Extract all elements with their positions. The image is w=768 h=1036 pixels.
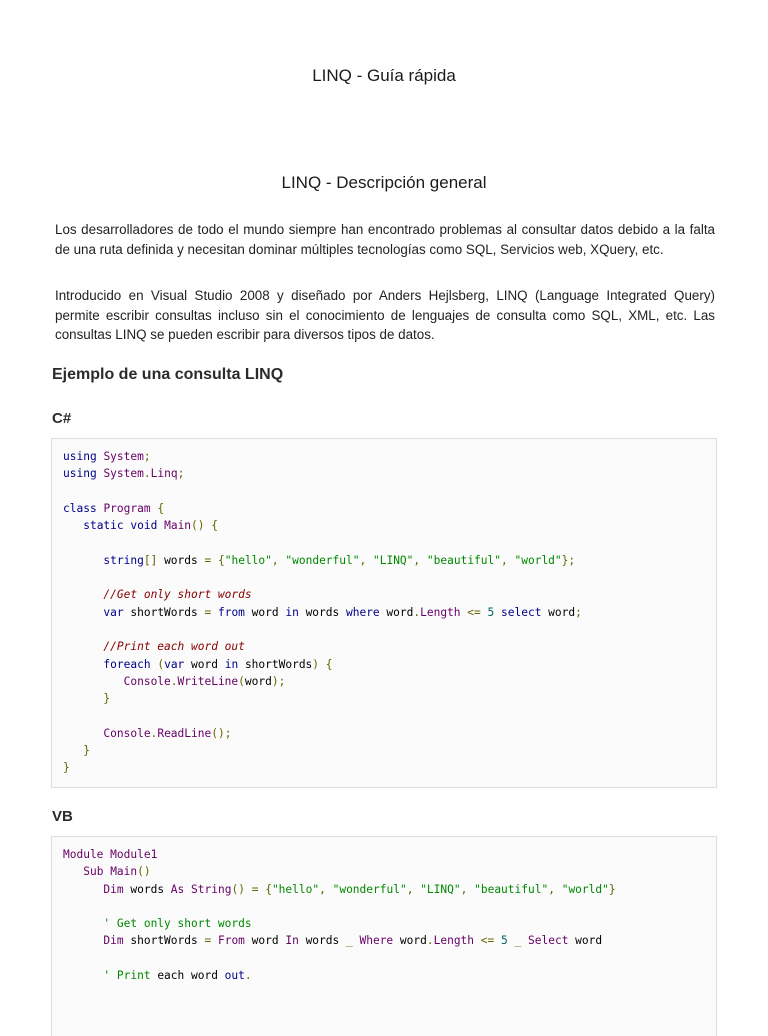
code-token: shortWords [123,934,205,948]
code-token: }; [561,553,576,567]
code-token: words [298,934,346,948]
code-token: . [413,605,421,619]
code-token [63,554,103,567]
code-token: words [157,553,205,567]
code-token: select [501,605,542,619]
code-token: from [217,605,245,619]
code-token: () [137,865,151,879]
code-token: in [224,657,239,671]
code-token: "world" [514,553,562,567]
csharp-code-line [63,656,582,673]
csharp-code-line [63,552,582,569]
csharp-code-line [63,517,582,534]
code-token: ); [271,674,286,688]
csharp-code-line [63,534,582,551]
code-token: , [271,553,279,567]
code-token: Main [110,865,138,879]
code-token: { [265,882,272,896]
code-token: //Get only short words [103,588,252,602]
code-token [474,934,481,947]
code-token: } [83,744,90,758]
code-token: //Print each word out [103,640,245,654]
code-token: } [103,692,111,706]
code-token [63,588,103,601]
csharp-code-block [51,438,717,788]
code-token: Select [528,934,569,948]
csharp-code-line [63,742,582,759]
code-token: ' Get only short words [103,917,252,931]
code-token: word [244,605,286,619]
csharp-code-line [63,707,582,724]
code-token: () [231,882,245,896]
code-token [521,934,528,947]
csharp-code [63,448,582,777]
csharp-code-line [63,673,582,690]
code-token: System [103,467,144,481]
code-token [63,640,103,653]
csharp-code-line [63,621,582,638]
code-token: word [568,934,603,948]
code-token [494,934,501,947]
code-token [63,934,103,947]
code-token [366,554,373,567]
code-token: From [217,934,245,948]
code-token: in [285,605,299,619]
csharp-code-line [63,725,582,742]
code-token: , [460,882,468,896]
code-token [211,554,218,567]
code-token: word [393,934,427,948]
code-token: Sub [83,865,104,879]
code-token: Console [103,726,151,740]
code-token [63,606,103,619]
code-token: . [244,969,252,983]
csharp-code-line [63,638,582,655]
code-token [63,865,83,878]
code-token: shortWords [238,657,313,671]
vb-code [63,846,616,984]
code-token: (); [211,726,232,740]
code-token [481,606,488,619]
code-token: "wonderful" [285,553,360,567]
code-token: "LINQ" [372,553,414,567]
code-token: word [541,605,576,619]
document-title: LINQ - Guía rápida [312,66,456,85]
code-token: [] [143,553,158,567]
code-token: class [63,501,97,515]
code-token: Console [123,674,171,688]
csharp-code-line [63,690,582,707]
code-token: words [123,882,171,896]
code-token: , [501,553,508,567]
csharp-code-line [63,465,582,482]
code-token: "world" [561,882,609,896]
vb-code-line [63,950,616,967]
code-token: Main [164,519,192,533]
code-token: word [379,605,414,619]
code-token [211,934,218,947]
code-token [245,883,252,896]
code-token: , [359,553,367,567]
code-token: var [164,657,185,671]
code-token [63,917,103,930]
code-token: word [244,674,272,688]
code-token: Module [63,848,104,861]
code-token [63,883,103,896]
code-token: _ [514,934,522,948]
code-token: "LINQ" [420,882,461,896]
vb-code-line [63,932,616,949]
csharp-code-line [63,569,582,586]
code-token: ReadLine [157,726,212,740]
code-token: } [608,882,616,896]
code-token: "hello" [224,553,272,567]
code-token: word [244,934,286,948]
code-token: <= [467,605,481,619]
code-token [494,606,501,619]
code-token: ( [157,657,165,671]
code-token: shortWords [123,605,205,619]
code-token: Where [359,934,394,948]
code-token: System [103,450,144,463]
csharp-code-line [63,448,582,465]
code-token [63,969,103,982]
code-token [63,519,83,532]
csharp-code-line [63,759,582,776]
code-token: Length [420,605,461,619]
code-token [555,883,562,896]
code-token: out [224,969,245,983]
code-token [508,934,515,947]
code-token: Linq [150,467,178,481]
code-token: "beautiful" [426,553,501,567]
code-token: ) [312,657,320,671]
code-token: { [211,519,219,533]
code-token [63,658,103,671]
csharp-code-line [63,586,582,603]
code-token: () [191,519,205,533]
code-token: WriteLine [177,674,239,688]
code-token: . [143,467,151,481]
vb-code-line [63,846,616,863]
code-token: ( [238,674,245,688]
code-token [326,883,333,896]
vb-code-line [63,863,616,880]
code-token: , [548,882,555,896]
code-token: 5 [501,934,508,948]
code-token: . [426,934,434,948]
code-token: Program [103,501,151,515]
code-token: { [325,657,333,671]
code-token: "wonderful" [332,882,407,896]
code-token: Module1 [110,848,158,861]
code-token: = [204,934,212,948]
intro-paragraph-2: Introducido en Visual Studio 2008 y diseñado por Anders Hejlsberg, LINQ (Language Integrated Query) permite escribir consultas incluso sin el conocimiento de lenguajes de consulta como SQL, XML, etc. Las consultas LINQ se pueden escribir para diversos tipos de datos. [55,288,715,342]
code-token: , [319,882,326,896]
code-token: "beautiful" [474,882,549,896]
code-token [420,554,427,567]
section-title: LINQ - Descripción general [281,173,487,192]
code-token: using [63,467,97,481]
csharp-heading: C# [52,410,72,427]
code-token: each word [150,969,225,983]
code-token: static [83,519,124,533]
code-token: ; [177,467,185,481]
code-token: , [406,882,414,896]
code-token: As [170,882,185,896]
code-token: = [251,882,259,896]
code-token: foreach [103,657,151,671]
code-token [508,554,515,567]
code-token: var [103,605,124,619]
code-token: <= [480,934,495,948]
code-token [63,727,103,740]
code-token [319,658,326,671]
code-token: string [103,553,144,567]
csharp-code-line [63,483,582,500]
code-token: . [170,674,178,688]
code-token: String [191,882,232,896]
code-token: word [184,657,225,671]
code-token: void [130,519,158,533]
vb-code-line [63,881,616,898]
code-token: words [298,605,346,619]
vb-heading: VB [52,808,73,825]
code-token: { [157,501,165,515]
vb-code-line [63,967,616,984]
code-token: Length [433,934,475,948]
code-token [211,606,218,619]
code-token: where [345,605,380,619]
csharp-code-line [63,604,582,621]
code-token: "hello" [271,882,320,896]
code-token: Dim [103,934,124,948]
code-token [63,692,103,705]
code-token: _ [345,934,353,948]
code-token: = [204,605,212,619]
code-token: 5 [487,605,495,619]
example-heading: Ejemplo de una consulta LINQ [52,366,284,383]
vb-code-block [51,836,717,1036]
code-token: In [285,934,299,948]
intro-paragraph-1: Los desarrolladores de todo el mundo siempre han encontrado problemas al consultar datos debido a la falta de una ruta definida y necesitan dominar múltiples tecnologías como SQL, Servicios web, XQuery, etc. [55,222,715,257]
code-token: , [413,553,421,567]
code-token: } [63,761,70,775]
code-token: { [217,553,225,567]
vb-code-line [63,915,616,932]
code-token: ; [575,605,582,619]
vb-code-line [63,898,616,915]
code-token: ; [143,450,151,463]
code-token: using [63,450,97,463]
code-token: ' Print [103,969,151,983]
code-token: . [150,726,158,740]
code-token: = [204,553,212,567]
code-token: Dim [103,882,124,896]
code-token [63,675,124,688]
code-token [63,744,83,757]
csharp-code-line [63,500,582,517]
